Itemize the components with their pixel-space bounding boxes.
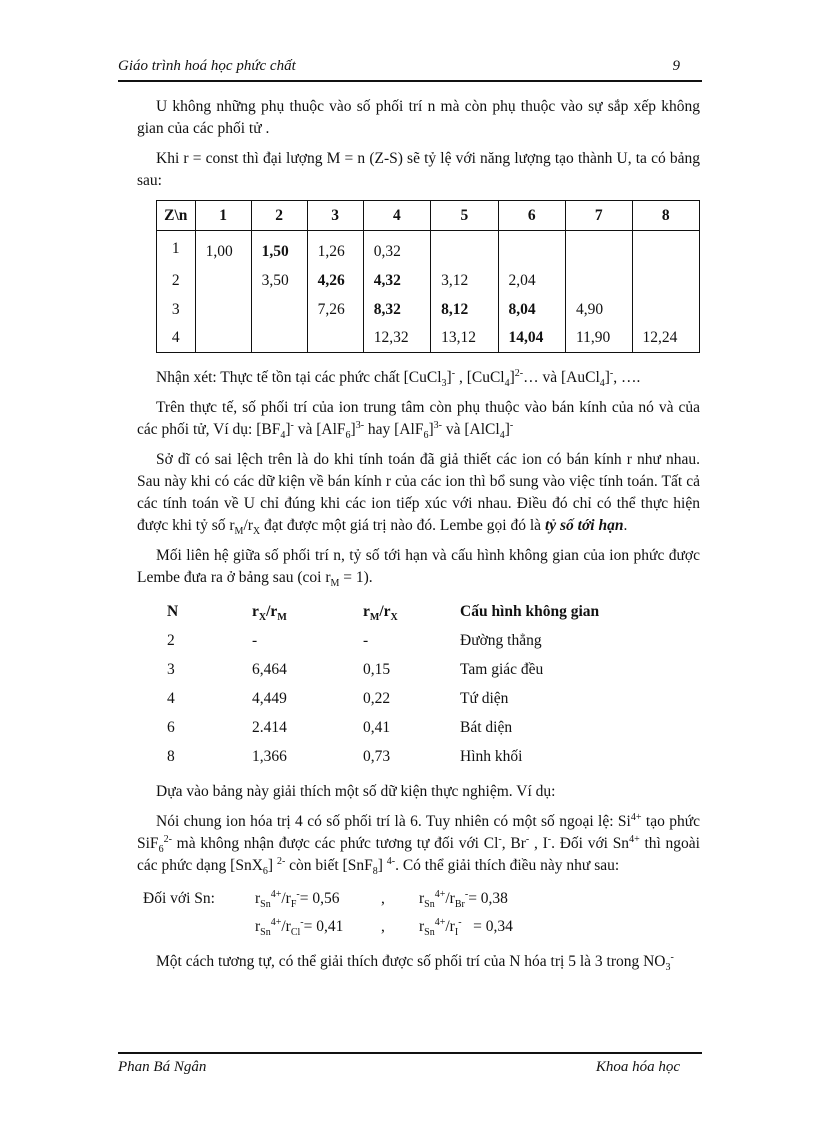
table-cell: 12,24 — [632, 324, 699, 353]
table-cell: 0,22 — [363, 689, 391, 707]
table-cell — [565, 231, 632, 267]
table-cell: Tam giác đều — [460, 660, 544, 678]
table-row — [157, 266, 700, 295]
table-cell: Tứ diện — [460, 689, 509, 707]
table-cell: 6,464 — [252, 660, 287, 678]
ratio-sn-br: $r_{Sn}^{4+}/r_{Br}^-= 0,38$ — [419, 888, 508, 911]
table-header-cell: 5 — [431, 201, 498, 231]
table-row — [157, 231, 700, 267]
table-cell: 2.414 — [252, 718, 287, 736]
table-cell: 11,90 — [565, 324, 632, 353]
footer-author: Phan Bá Ngân — [118, 1059, 207, 1075]
sn-label: Đối với Sn: — [143, 890, 215, 907]
table-cell: Bát diện — [460, 718, 513, 736]
table-cell: 3 — [157, 295, 196, 324]
table-cell: 8 — [167, 747, 175, 765]
ratio-sn-i: $r_{Sn}^{4+}/r_I^- = 0,34$ — [419, 916, 513, 939]
table-cell: 1,50 — [251, 231, 307, 267]
geometry-table — [167, 597, 660, 771]
table-cell: 14,04 — [498, 324, 565, 353]
table-cell: 2 — [157, 266, 196, 295]
table-cell: 0,32 — [363, 231, 430, 267]
table-header-cell: 2 — [251, 201, 307, 231]
col-rx-rm: $r_X/r_M$ — [252, 602, 287, 623]
page-footer — [118, 1059, 702, 1081]
page-number: 9 — [672, 58, 680, 74]
paragraph-5: Mối liên hệ giữa số phối trí n, tỷ số tới hạn và cấu hình không gian của ion phức được Lembe đưa ra ở bảng sau (coi $r_M = 1$). — [137, 547, 700, 590]
col-rm-rx: $r_M/r_X$ — [363, 602, 398, 623]
paragraph-8: Một cách tương tự, có thể giải thích được số phối trí của N hóa trị 5 là 3 trong $NO_3^-$ — [156, 951, 674, 974]
table-cell: Hình khối — [460, 747, 523, 765]
table-row — [167, 713, 660, 742]
table-row — [167, 742, 660, 771]
table-cell — [195, 266, 251, 295]
table-cell: 7,26 — [307, 295, 363, 324]
table-header-cell: 7 — [565, 201, 632, 231]
table-row — [157, 295, 700, 324]
table-row — [167, 626, 660, 655]
table-cell: 3 — [167, 660, 175, 678]
table-header-cell: 6 — [498, 201, 565, 231]
table-cell — [632, 231, 699, 267]
table-cell: 1,26 — [307, 231, 363, 267]
table-cell: 4 — [167, 689, 175, 707]
paragraph-4: Sở dĩ có sai lệch trên là do khi tính toán đã giả thiết các ion có bán kính r như nhau. Sau này khi có các dữ kiện về bán kính r của các ion thì bổ sung vào việc tính toán. Tất cả các tính toán về U chỉ đúng khi các ion tiếp xúc với nhau. Điều đó chỉ có thể thực hiện được khi tỷ số $r_M/r_X$ đạt được một giá trị nào đó. Lembe gọi đó là tỷ số tới hạn. — [137, 451, 700, 538]
table-cell: 4,449 — [252, 689, 287, 707]
table-cell: 8,32 — [363, 295, 430, 324]
table-header-cell: 3 — [307, 201, 363, 231]
col-geometry: Cấu hình không gian — [460, 602, 600, 620]
table-cell — [251, 295, 307, 324]
table-row — [157, 324, 700, 353]
table-cell — [565, 266, 632, 295]
table-cell: 0,73 — [363, 747, 391, 765]
table-cell: 2 — [167, 631, 175, 649]
table-cell: 8,12 — [431, 295, 498, 324]
footer-department: Khoa hóa học — [595, 1059, 680, 1075]
table-cell: 6 — [167, 718, 175, 736]
table-cell — [195, 324, 251, 353]
footer-rule — [118, 1052, 702, 1054]
table-cell — [632, 266, 699, 295]
energy-table — [156, 200, 700, 353]
table-header-cell: 4 — [363, 201, 430, 231]
table-header-cell: 8 — [632, 201, 699, 231]
table-cell: 1,366 — [252, 747, 287, 765]
table-cell: 12,32 — [363, 324, 430, 353]
observation: Nhận xét: Thực tế tồn tại các phức chất [CuCl$_3$]- , [CuCl$_4$]$^{2-}$… và [AuCl$_4$]-, …. — [156, 367, 641, 390]
paragraph-7: Nói chung ion hóa trị 4 có số phối trí là 6. Tuy nhiên có một số ngoại lệ: $Si^{4+}$ tạo phức SiF$_6^{2-}$ mà không nhận được các phức tương tự đối với Cl-, Br- , I-. Đối với $Sn^{4+}$ thì ngoài các phức dạng [SnX$_6$] $^{2-}$ còn biết [SnF$_8$] $^{4-}$. Có thể giải thích điều này như sau: — [137, 811, 701, 878]
table-header-cell: Z\n — [157, 201, 196, 231]
table-cell — [251, 324, 307, 353]
paragraph-3: Trên thực tế, số phối trí của ion trung tâm còn phụ thuộc vào bán kính của nó và của các phối tử, Ví dụ: $[BF_4]^-$ và $[AlF_6]^{3-}$ hay $[AlF_6]^{3-}$ và [AlCl$_4$]- — [137, 399, 700, 442]
table-cell: 1 — [157, 231, 196, 267]
header-title: Giáo trình hoá học phức chất — [118, 58, 296, 74]
table-header-cell: 1 — [195, 201, 251, 231]
table-cell: 4,90 — [565, 295, 632, 324]
table-row — [167, 655, 660, 684]
critical-ratio-term: tỷ số tới hạn — [544, 517, 624, 534]
table-cell: 4,32 — [363, 266, 430, 295]
table-cell — [195, 295, 251, 324]
table-cell: 3,12 — [431, 266, 498, 295]
paragraph-6: Dựa vào bảng này giải thích một số dữ kiện thực nghiệm. Ví dụ: — [156, 783, 556, 800]
table-cell: - — [363, 631, 369, 649]
table-cell — [431, 231, 498, 267]
table-cell: 13,12 — [431, 324, 498, 353]
table-cell — [632, 295, 699, 324]
table-cell: 4,26 — [307, 266, 363, 295]
table-cell: - — [252, 631, 258, 649]
header-rule — [118, 80, 702, 82]
paragraph-2: Khi r = const thì đại lượng M = n (Z-S) sẽ tỷ lệ với năng lượng tạo thành U, ta có bảng sau: — [137, 150, 700, 189]
table-cell — [307, 324, 363, 353]
ratio-sn-cl: $r_{Sn}^{4+}/r_{Cl}^-= 0,41$ — [255, 916, 344, 939]
table-cell: 0,15 — [363, 660, 391, 678]
ratio-sn-f: $r_{Sn}^{4+}/r_F^-= 0,56$ — [255, 888, 340, 911]
table-cell — [498, 231, 565, 267]
col-n: N — [167, 602, 179, 620]
table-cell: 0,41 — [363, 718, 391, 736]
table-cell: Đường thẳng — [460, 631, 542, 649]
sn-ratios: Đối với Sn: $r_{Sn}^{4+}/r_F^-= 0,56$ , $r_{Sn}^{4+}/r_{Br}^-= 0,38$ $r_{Sn}^{4+}/r_{Cl}^-= 0,41$ , $r_{Sn}^{4+}/r_I^- = 0,34$ — [143, 885, 700, 941]
table-row — [167, 684, 660, 713]
table-cell: 3,50 — [251, 266, 307, 295]
page-header — [118, 58, 702, 80]
table-cell: 2,04 — [498, 266, 565, 295]
table-cell: 4 — [157, 324, 196, 353]
table-cell: 8,04 — [498, 295, 565, 324]
table-cell: 1,00 — [195, 231, 251, 267]
page-content — [137, 96, 700, 981]
paragraph-1: U không những phụ thuộc vào số phối trí n mà còn phụ thuộc vào sự sắp xếp không gian của các phối tử . — [137, 98, 700, 137]
